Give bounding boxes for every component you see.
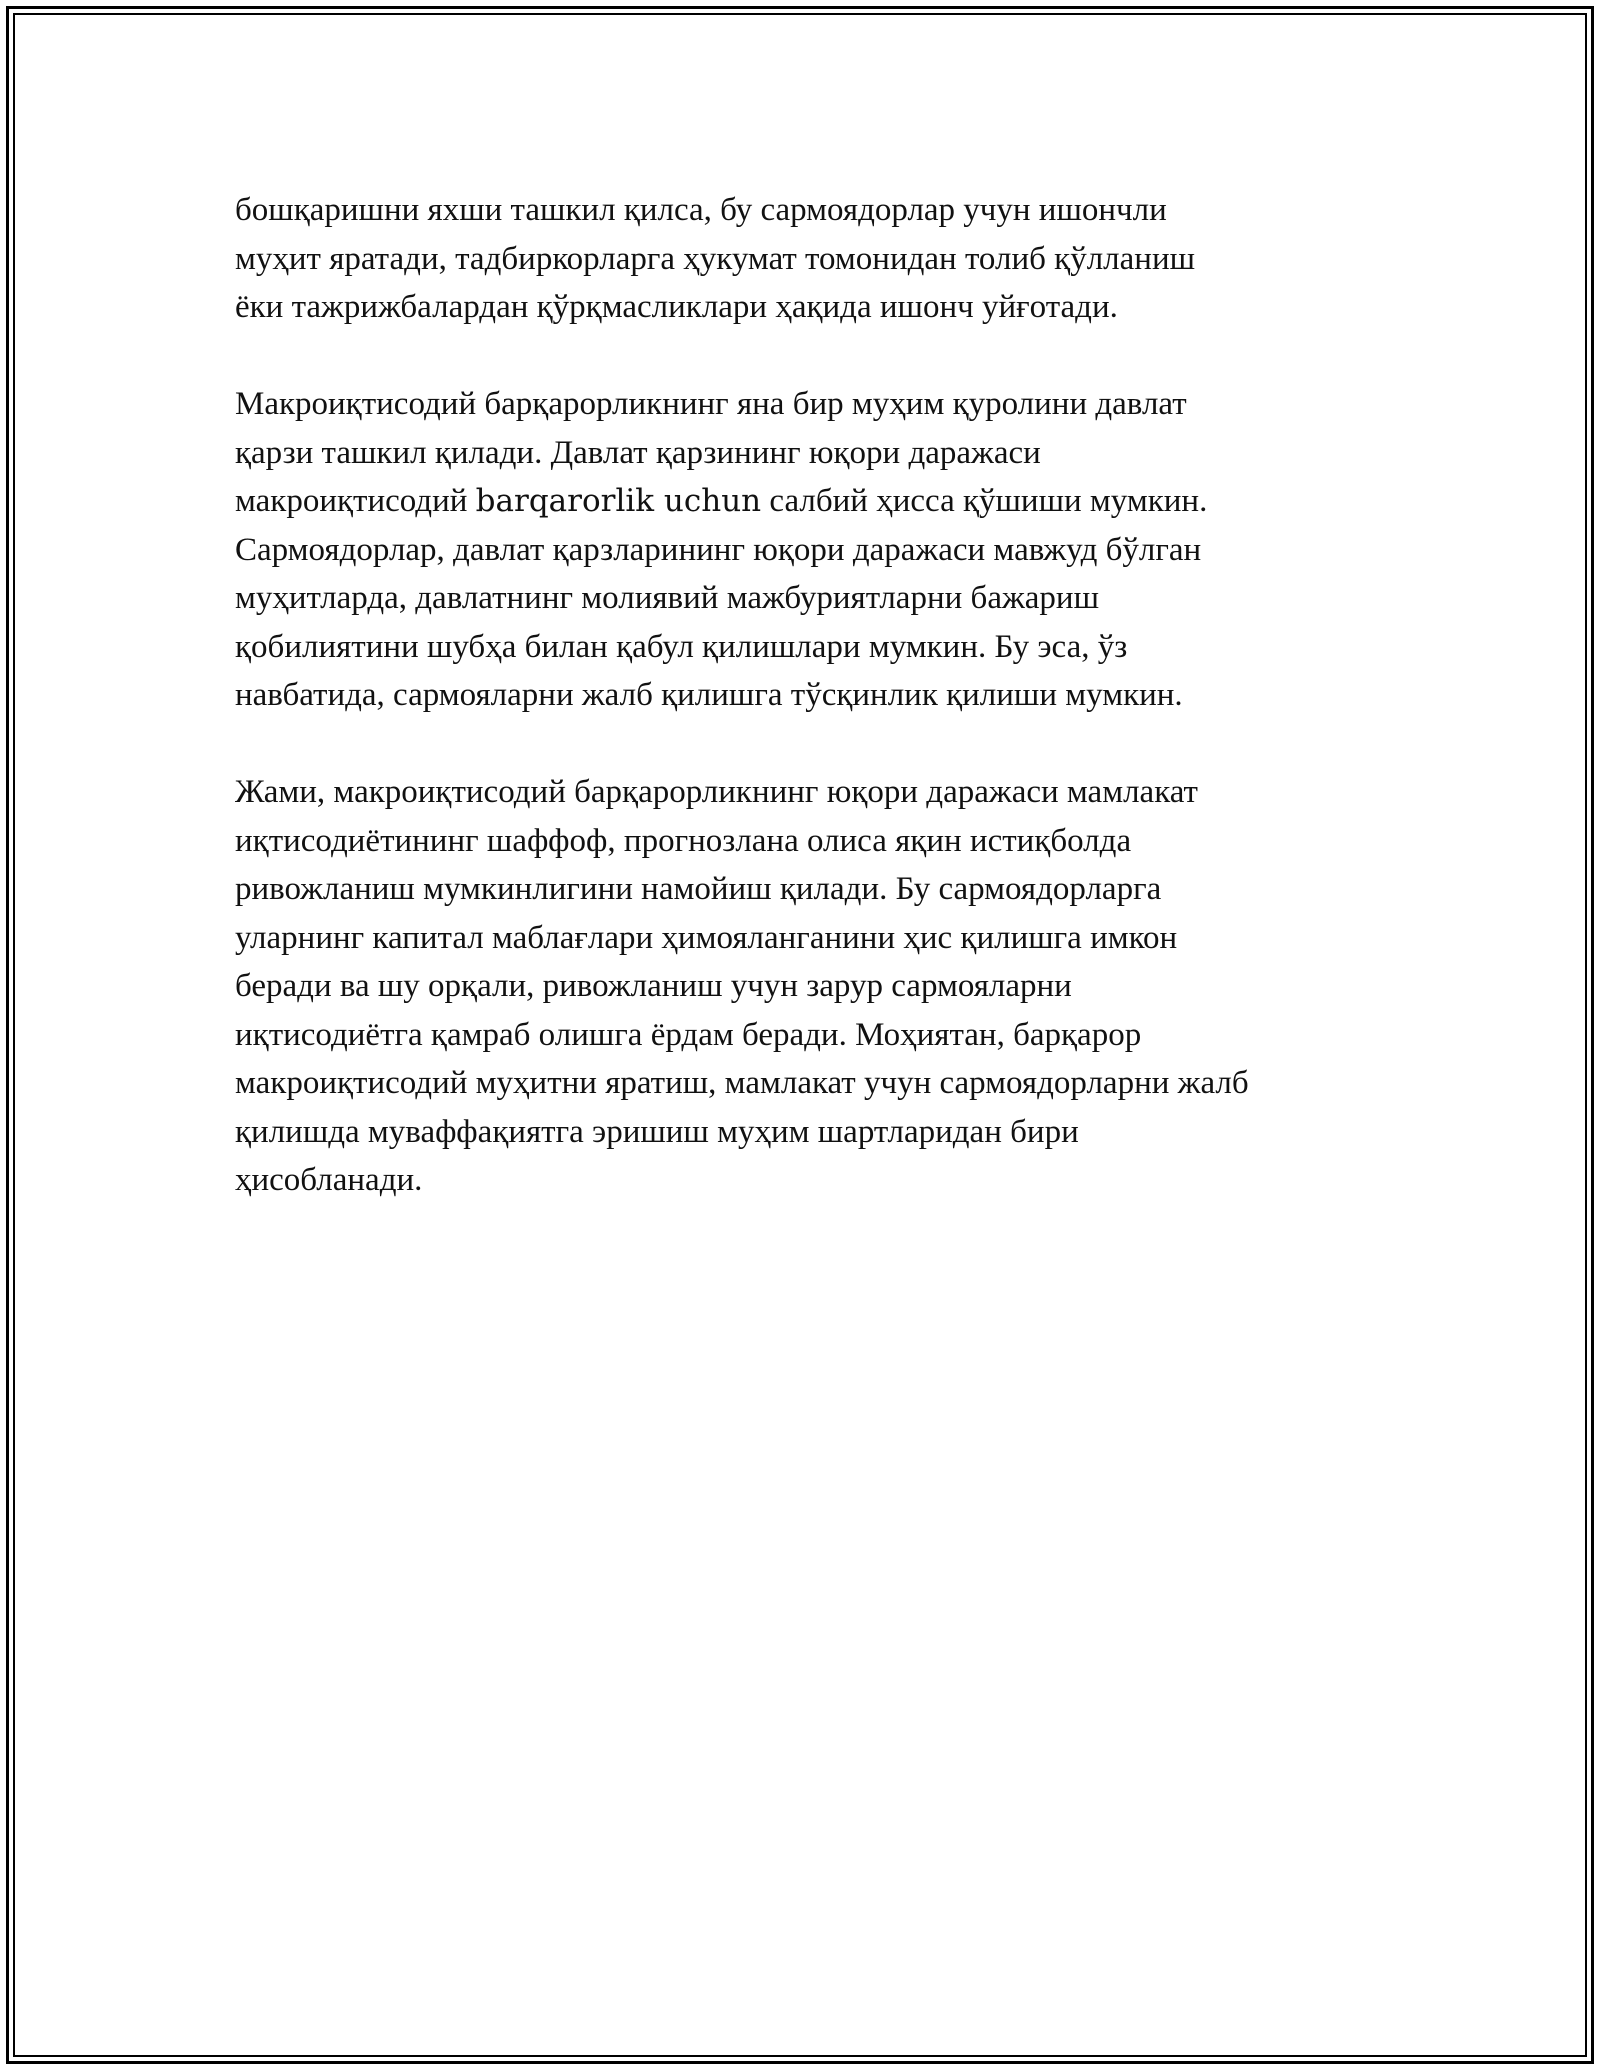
- text-line: иқтисодиётга қамраб олишга ёрдам беради. Моҳиятан, барқарор: [235, 1016, 1142, 1053]
- text-line: Сармоядорлар, давлат қарзларининг юқори даражаси мавжуд бўлган: [235, 531, 1202, 568]
- text-line: муҳитларда, давлатнинг молиявий мажбуриятларни бажариш: [235, 580, 1099, 616]
- paragraph-3: [235, 768, 1395, 1205]
- text-line: қарзи ташкил қилади. Давлат қарзининг юқори даражаси: [235, 434, 1041, 471]
- text-segment: макроиқтисодий: [235, 483, 476, 519]
- text-line: Жами, макроиқтисодий барқарорликнинг юқори даражаси мамлакат: [235, 774, 1198, 810]
- text-line: уларнинг капитал маблағлари ҳимояланганини ҳис қилишга имкон: [235, 919, 1178, 956]
- paragraph-2: [235, 380, 1395, 720]
- text-line: ривожланиш мумкинлигини намойиш қилади. Бу сармоядорларга: [235, 871, 1162, 907]
- text-line: макроиқтисодий муҳитни яратиш, мамлакат учун сармоядорларни жалб: [235, 1065, 1249, 1101]
- text-line: бошқаришни яхши ташкил қилса, бу сармоядорлар учун ишончли: [235, 192, 1167, 228]
- text-line: иқтисодиётининг шаффоф, прогнозлана олиса яқин истиқболда: [235, 822, 1132, 859]
- text-line: қобилиятини шубҳа билан қабул қилишлари мумкин. Бу эса, ўз: [235, 628, 1128, 665]
- text-line-mixed: [235, 477, 1395, 526]
- text-line: қилишда муваффақиятга эришиш муҳим шартларидан бири: [235, 1113, 1079, 1150]
- latin-text-segment: barqarorlik uchun: [475, 483, 762, 519]
- text-line: Макроиқтисодий барқарорликнинг яна бир муҳим қуролини давлат: [235, 386, 1187, 422]
- text-line: ҳисобланади.: [235, 1162, 423, 1198]
- document-body: [235, 186, 1395, 1253]
- text-segment: салбий ҳисса қўшиши мумкин.: [761, 483, 1208, 519]
- text-line: беради ва шу орқали, ривожланиш учун зарур сармояларни: [235, 968, 1072, 1004]
- paragraph-1: [235, 186, 1395, 332]
- text-line: ёки тажрижбалардан қўрқмасликлари ҳақида ишонч уйғотади.: [235, 289, 1118, 325]
- text-line: навбатида, сармояларни жалб қилишга тўсқинлик қилиши мумкин.: [235, 677, 1183, 713]
- text-line: муҳит яратади, тадбиркорларга ҳукумат томонидан толиб қўлланиш: [235, 240, 1196, 277]
